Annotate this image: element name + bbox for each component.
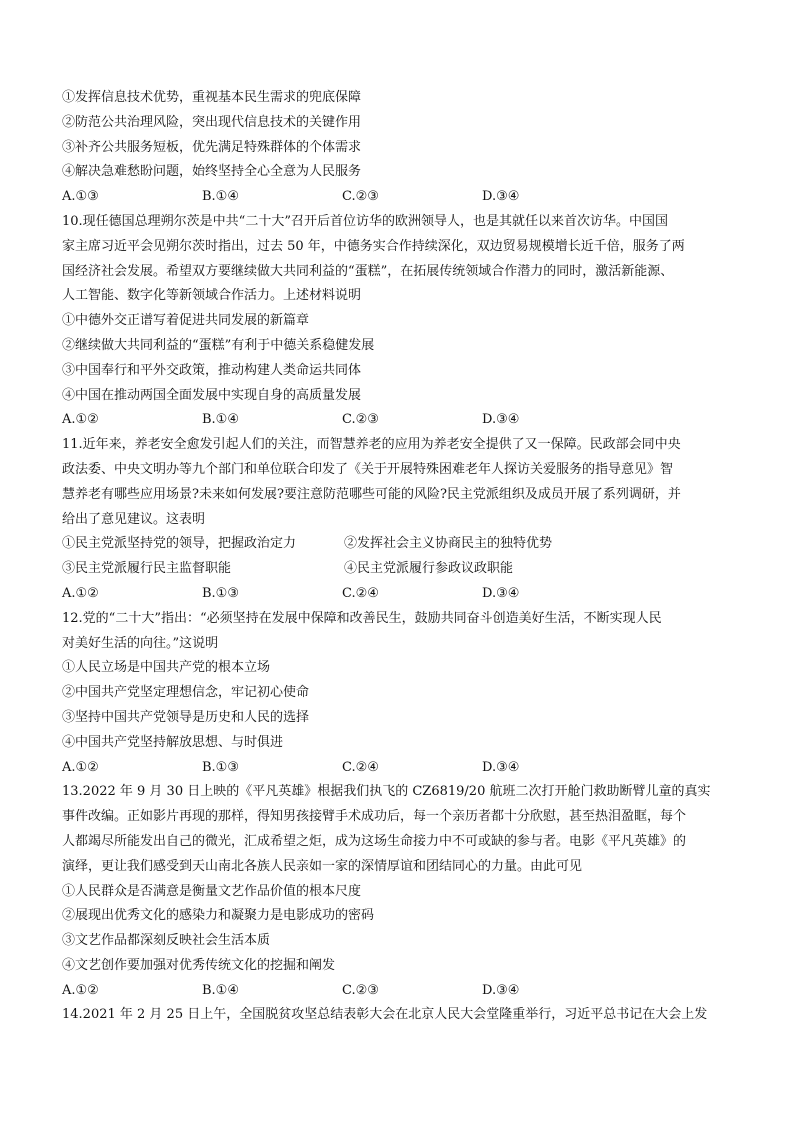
q12-item-1: ①人民立场是中国共产党的根本立场	[62, 660, 271, 676]
q11-stem-line-1: 11.近年来，养老安全愈发引起人们的关注，而智慧养老的应用为养老安全提供了又一保障。民政部会同中央	[62, 437, 681, 453]
q12-options	[62, 756, 738, 781]
q9-item-2: ②防范公共治理风险，突出现代信息技术的关键作用	[62, 114, 362, 130]
q13-options	[62, 979, 738, 1004]
q11-stem-line-3: 慧养老有哪些应用场景?未来如何发展?要注意防范哪些可能的风险?民主党派组织及成员开展了系列调研，并	[62, 486, 681, 502]
question-13	[62, 780, 738, 1003]
q12-item-2: ②中国共产党坚定理想信念，牢记初心使命	[62, 685, 310, 701]
q12-option-b[interactable]: B.①③	[202, 759, 239, 775]
q11-items-row-2	[62, 557, 738, 582]
q9-option-d[interactable]: D.③④	[482, 189, 520, 205]
q9-item-4: ④解决急难愁盼问题，始终坚持全心全意为人民服务	[62, 164, 362, 180]
q12-stem-line-1: 12.党的“二十大”指出：“必须坚持在发展中保障和改善民生，鼓励共同奋斗创造美好生活，不断实现人民	[62, 610, 662, 626]
q10-item-3: ③中国奉行和平外交政策，推动构建人类命运共同体	[62, 362, 362, 378]
q13-option-d[interactable]: D.③④	[482, 982, 520, 998]
q10-options	[62, 408, 738, 433]
q11-stem-line-2: 政法委、中央文明办等九个部门和单位联合印发了《关于开展特殊困难老年人探访关爱服务的指导意见》智	[62, 461, 674, 477]
q10-item-1: ①中德外交正谱写着促进共同发展的新篇章	[62, 313, 310, 329]
q12-item-3: ③坚持中国共产党领导是历史和人民的选择	[62, 709, 310, 725]
question-14	[62, 1003, 738, 1028]
q11-options	[62, 582, 738, 607]
q12-stem-line-2: 对美好生活的向往。”这说明	[62, 635, 219, 651]
q13-option-b[interactable]: B.①④	[202, 982, 239, 998]
q10-item-2: ②继续做大共同利益的“蛋糕”有利于中德关系稳健发展	[62, 337, 375, 353]
q13-item-3: ③文艺作品都深刻反映社会生活本质	[62, 933, 271, 949]
q10-option-a[interactable]: A.①②	[62, 412, 99, 428]
q11-option-d[interactable]: D.③④	[482, 585, 520, 601]
q13-option-a[interactable]: A.①②	[62, 982, 99, 998]
q10-stem-line-2: 家主席习近平会见朔尔茨时指出，过去 50 年，中德务实合作持续深化，双边贸易规模增长近千倍，服务了两	[62, 238, 685, 254]
q10-option-b[interactable]: B.①④	[202, 412, 239, 428]
q12-option-d[interactable]: D.③④	[482, 759, 520, 775]
q10-option-c[interactable]: C.②③	[342, 412, 379, 428]
question-9	[62, 86, 738, 210]
q10-stem-line-3: 国经济社会发展。希望双方要继续做大共同利益的“蛋糕”，在拓展传统领域合作潜力的同时，激活新能源、	[62, 263, 674, 279]
q13-item-4: ④文艺创作要加强对优秀传统文化的挖掘和阐发	[62, 957, 336, 973]
q11-option-c[interactable]: C.②④	[342, 585, 379, 601]
question-12	[62, 607, 738, 781]
q13-stem-line-4: 演绎，更让我们感受到天山南北各族人民亲如一家的深情厚谊和团结同心的力量。由此可见	[62, 858, 583, 874]
question-10	[62, 210, 738, 433]
question-11	[62, 433, 738, 607]
q11-items-row-1	[62, 532, 738, 557]
q11-item-1: ①民主党派坚持党的领导，把握政治定力	[62, 536, 297, 552]
q13-item-1: ①人民群众是否满意是衡量文艺作品价值的根本尺度	[62, 883, 362, 899]
q9-option-b[interactable]: B.①④	[202, 189, 239, 205]
q11-item-2: ②发挥社会主义协商民主的独特优势	[344, 536, 553, 552]
q13-stem-line-1: 13.2022 年 9 月 30 日上映的《平凡英雄》根据我们执飞的 CZ6819/20 航班二次打开舱门救助断臂儿童的真实	[62, 784, 711, 800]
q11-option-b[interactable]: B.①③	[202, 585, 239, 601]
q12-item-4: ④中国共产党坚持解放思想、与时俱进	[62, 734, 284, 750]
q13-stem-line-3: 人都竭尽所能发出自己的微光，汇成希望之炬，成为这场生命接力中不可或缺的参与者。电影《平凡英雄》的	[62, 833, 687, 849]
q12-option-c[interactable]: C.②④	[342, 759, 379, 775]
q9-item-1: ①发挥信息技术优势，重视基本民生需求的兜底保障	[62, 90, 362, 105]
q13-item-2: ②展现出优秀文化的感染力和凝聚力是电影成功的密码	[62, 908, 375, 924]
q10-option-d[interactable]: D.③④	[482, 412, 520, 428]
q10-stem-line-4: 人工智能、数字化等新领域合作活力。上述材料说明	[62, 288, 362, 304]
q10-item-4: ④中国在推动两国全面发展中实现自身的高质量发展	[62, 387, 362, 403]
q9-item-3: ③补齐公共服务短板，优先满足特殊群体的个体需求	[62, 139, 362, 155]
q13-stem-line-2: 事件改编。正如影片再现的那样，得知男孩接臂手术成功后，每一个亲历者都十分欣慰，甚至热泪盈眶，每个	[62, 809, 687, 825]
q14-stem-line-1: 14.2021 年 2 月 25 日上午，全国脱贫攻坚总结表彰大会在北京人民大会堂隆重举行，习近平总书记在大会上发	[62, 1007, 708, 1023]
q11-stem-line-4: 给出了意见建议。这表明	[62, 511, 206, 527]
q13-option-c[interactable]: C.②③	[342, 982, 379, 998]
q11-item-4: ④民主党派履行参政议政职能	[344, 561, 514, 577]
q11-item-3: ③民主党派履行民主监督职能	[62, 561, 232, 577]
q9-options	[62, 185, 738, 210]
exam-content	[62, 86, 738, 1028]
q9-option-c[interactable]: C.②③	[342, 189, 379, 205]
q12-option-a[interactable]: A.①②	[62, 759, 99, 775]
q11-option-a[interactable]: A.①②	[62, 585, 99, 601]
q9-option-a[interactable]: A.①③	[62, 189, 99, 205]
q10-stem-line-1: 10.现任德国总理朔尔茨是中共“二十大”召开后首位访华的欧洲领导人，也是其就任以来首次访华。中国国	[62, 213, 668, 229]
